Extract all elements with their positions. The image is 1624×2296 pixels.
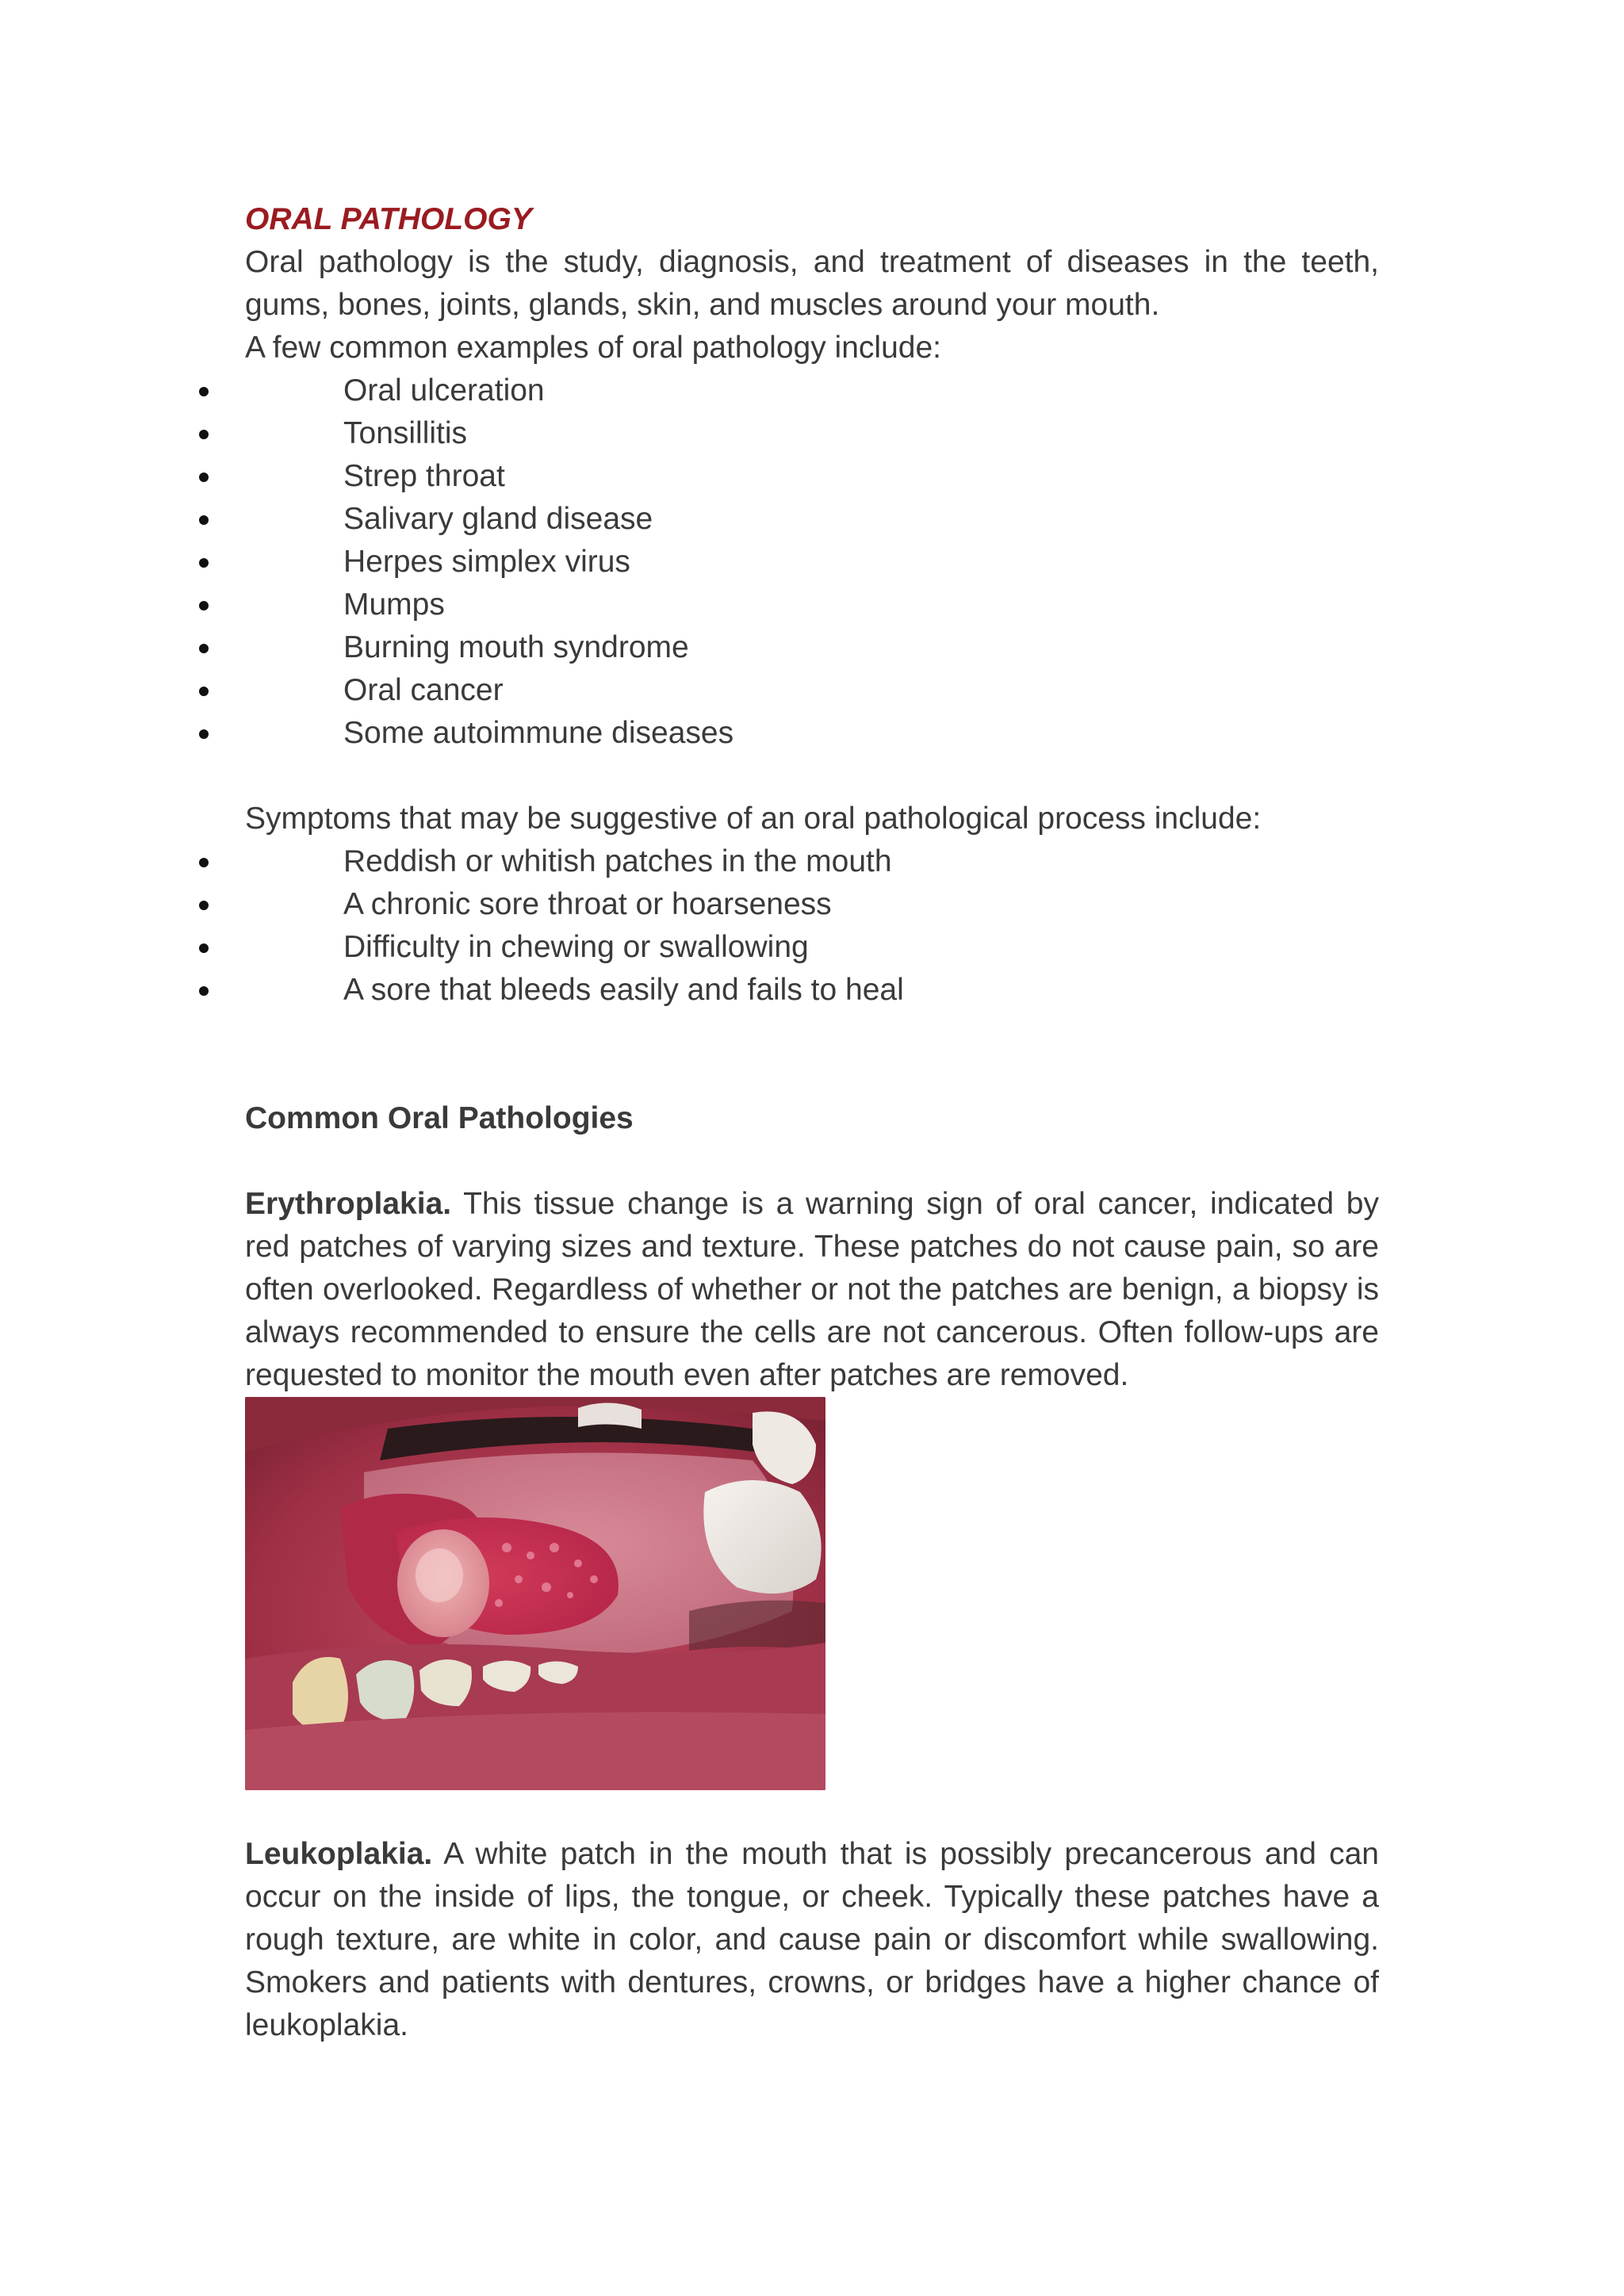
bullet-icon <box>199 687 209 696</box>
list-item <box>245 840 1379 883</box>
leukoplakia-text: A white patch in the mouth that is possibly precancerous and can occur on the inside of lips, the tongue, or cheek. Typically these patches have a rough texture, are white in color, and cause pain or discomfort while swallowing. Smokers and patients with dentures, crowns, or bridges have a higher chance of leukoplakia. <box>245 1837 1379 2042</box>
list-item-label: Salivary gland disease <box>343 502 653 536</box>
list-item-label: Tonsillitis <box>343 416 468 450</box>
bullet-icon <box>199 558 209 568</box>
symptoms-list <box>245 840 1379 1012</box>
spacer <box>245 1790 1379 1833</box>
list-item-label: Some autoimmune diseases <box>343 716 734 750</box>
leukoplakia-paragraph <box>245 1833 1379 2047</box>
section-heading: Common Oral Pathologies <box>245 1101 634 1135</box>
symptoms-lead: Symptoms that may be suggestive of an oral pathological process include: <box>245 802 1262 836</box>
bullet-icon <box>199 729 209 739</box>
list-item-label: Strep throat <box>343 459 505 493</box>
list-item-label: A sore that bleeds easily and fails to heal <box>343 973 904 1007</box>
examples-lead: A few common examples of oral pathology include: <box>245 331 941 365</box>
bullet-icon <box>199 943 209 953</box>
list-item <box>245 369 1379 412</box>
list-item-label: Herpes simplex virus <box>343 545 630 579</box>
list-item <box>245 712 1379 755</box>
list-item <box>245 584 1379 626</box>
list-item <box>245 498 1379 541</box>
bullet-icon <box>199 430 209 439</box>
list-item-label: A chronic sore throat or hoarseness <box>343 887 832 921</box>
list-item-label: Mumps <box>343 587 445 622</box>
bullet-icon <box>199 644 209 653</box>
document-content <box>245 198 1379 2047</box>
page-title: ORAL PATHOLOGY <box>245 202 532 236</box>
list-item-label: Oral cancer <box>343 673 504 707</box>
spacer <box>245 755 1379 798</box>
list-item <box>245 412 1379 455</box>
bullet-icon <box>199 858 209 867</box>
erythroplakia-paragraph <box>245 1183 1379 1397</box>
list-item-label: Reddish or whitish patches in the mouth <box>343 844 892 878</box>
list-item <box>245 969 1379 1012</box>
leukoplakia-term: Leukoplakia. <box>245 1837 433 1871</box>
bullet-icon <box>199 901 209 910</box>
spacer <box>245 1012 1379 1097</box>
bullet-icon <box>199 986 209 996</box>
list-item-label: Difficulty in chewing or swallowing <box>343 930 809 964</box>
list-item <box>245 669 1379 712</box>
bullet-icon <box>199 515 209 525</box>
erythroplakia-text: This tissue change is a warning sign of oral cancer, indicated by red patches of varying sizes and texture. These patches do not cause pain, so are often overlooked. Regardless of whether or not the patches are benign, a biopsy is always recommended to ensure the cells are not cancerous. Often follow-ups are requested to monitor the mouth even after patches are removed. <box>245 1187 1379 1392</box>
bullet-icon <box>199 387 209 396</box>
list-item <box>245 626 1379 669</box>
intro-paragraph: Oral pathology is the study, diagnosis, and treatment of diseases in the teeth, gums, bones, joints, glands, skin, and muscles around your mouth. <box>245 245 1379 322</box>
erythroplakia-photo <box>245 1397 825 1790</box>
list-item <box>245 541 1379 584</box>
list-item-label: Burning mouth syndrome <box>343 630 689 664</box>
list-item <box>245 883 1379 926</box>
spacer <box>245 1140 1379 1183</box>
bullet-icon <box>199 601 209 610</box>
erythroplakia-term: Erythroplakia. <box>245 1187 452 1221</box>
list-item <box>245 926 1379 969</box>
list-item <box>245 455 1379 498</box>
list-item-label: Oral ulceration <box>343 373 545 408</box>
bullet-icon <box>199 473 209 482</box>
examples-list <box>245 369 1379 755</box>
